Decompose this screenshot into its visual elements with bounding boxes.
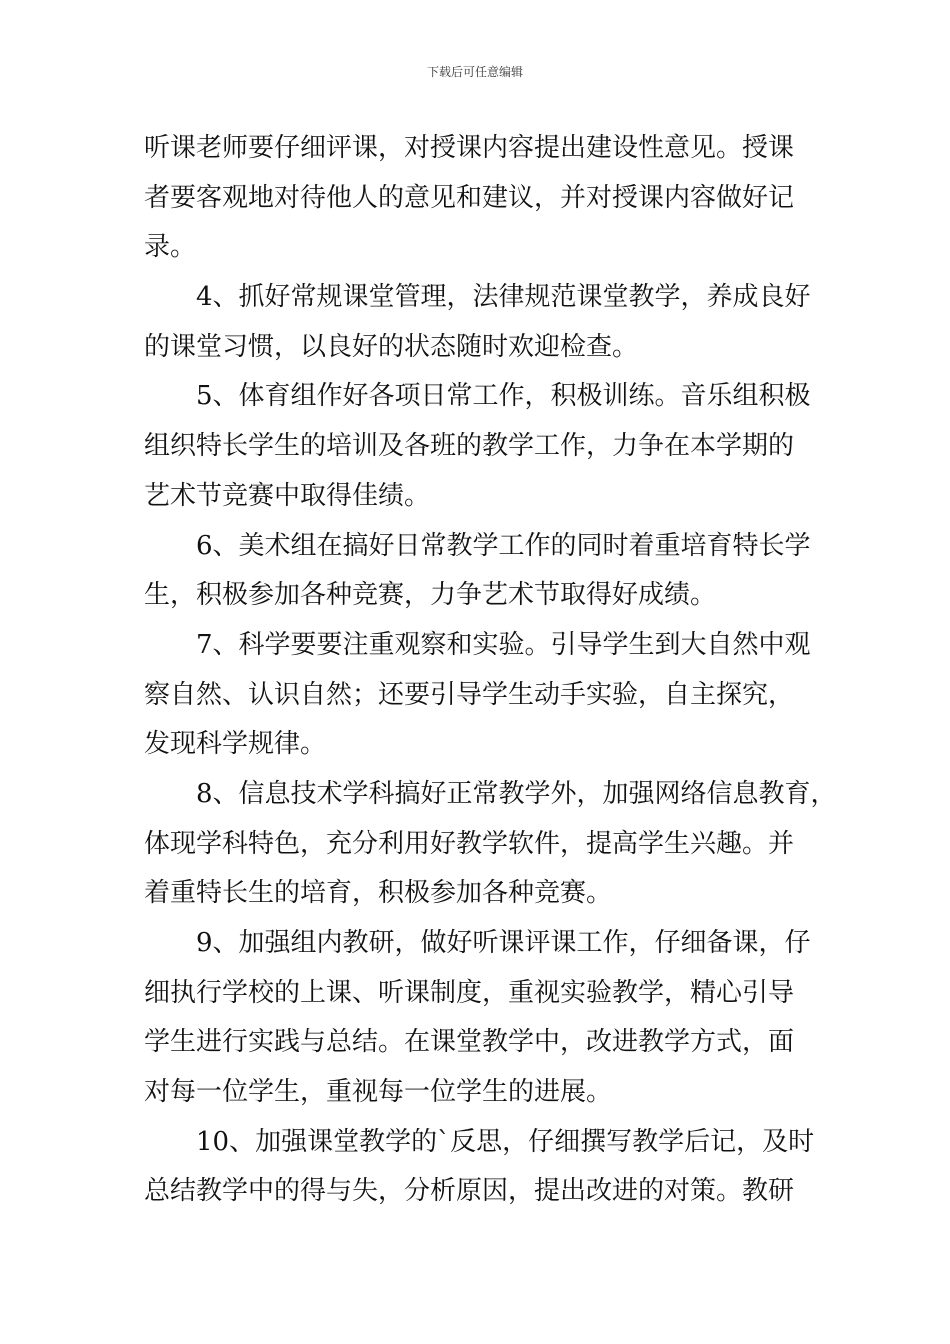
text-line: 者要客观地对待他人的意见和建议，并对授课内容做好记 [144, 182, 795, 213]
text-line: 8、信息技术学科搞好正常教学外，加强网络信息教育， [196, 778, 837, 809]
text-line: 总结教学中的得与失，分析原因，提出改进的对策。教研 [144, 1176, 795, 1207]
text-line: 组织特长学生的培训及各班的教学工作，力争在本学期的 [144, 431, 795, 462]
text-line: 6、美术组在搞好日常教学工作的同时着重培育特长学 [196, 530, 811, 561]
document-body [144, 124, 837, 1217]
text-line: 听课老师要仔细评课，对授课内容提出建设性意见。授课 [144, 133, 795, 163]
text-line: 艺术节竞赛中取得佳绩。 [144, 480, 431, 511]
text-line: 4、抓好常规课堂管理，法律规范课堂教学，养成良好 [196, 282, 811, 313]
text-line: 录。 [144, 232, 197, 263]
text-line: 生，积极参加各种竞赛，力争艺术节取得好成绩。 [144, 580, 717, 611]
text-line: 对每一位学生，重视每一位学生的进展。 [144, 1077, 613, 1108]
text-line: 学生进行实践与总结。在课堂教学中，改进教学方式，面 [144, 1027, 795, 1058]
text-line: 体现学科特色，充分利用好教学软件，提高学生兴趣。并 [144, 828, 795, 859]
text-line: 的课堂习惯，以良好的状态随时欢迎检查。 [144, 331, 639, 362]
text-line: 5、体育组作好各项日常工作，积极训练。音乐组积极 [196, 381, 811, 412]
text-line: 察自然、认识自然；还要引导学生动手实验，自主探究， [144, 679, 795, 710]
text-line: 10、加强课堂教学的`反思，仔细撰写教学后记，及时 [196, 1126, 815, 1157]
page-header: 下载后可任意编辑 [426, 65, 523, 79]
text-line: 发现科学规律。 [144, 729, 327, 760]
text-line: 7、科学要要注重观察和实验。引导学生到大自然中观 [196, 629, 811, 660]
text-line: 着重特长生的培育，积极参加各种竞赛。 [144, 878, 613, 909]
text-line: 细执行学校的上课、听课制度，重视实验教学，精心引导 [144, 977, 795, 1008]
text-line: 9、加强组内教研，做好听课评课工作，仔细备课，仔 [196, 928, 811, 958]
